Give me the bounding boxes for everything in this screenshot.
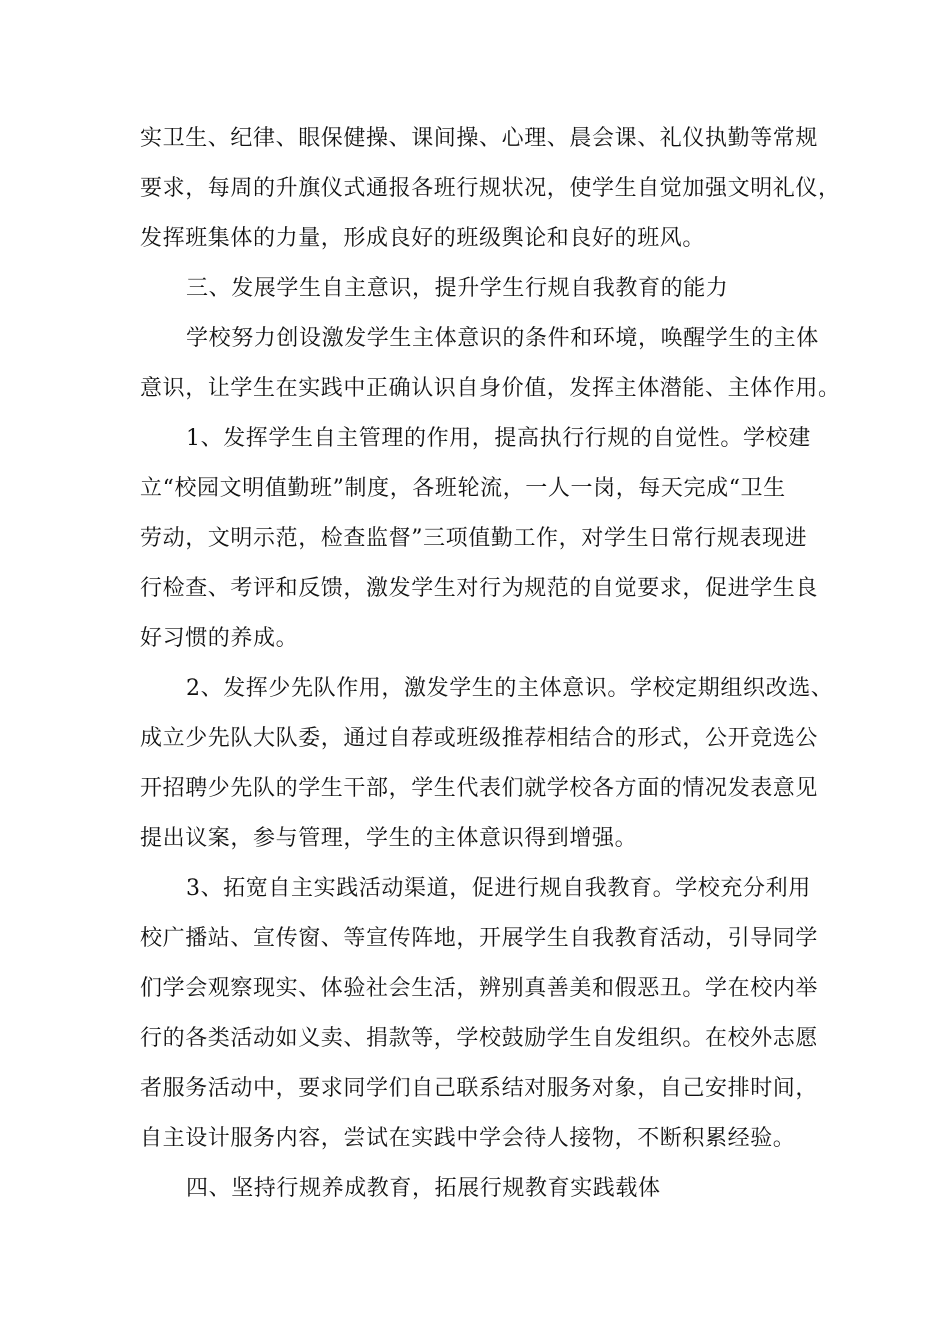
text-line: 行检查、考评和反馈，激发学生对行为规范的自觉要求，促进学生良 (140, 576, 819, 601)
text-line: 要求，每周的升旗仪式通报各班行规状况，使学生自觉加强文明礼仪， (140, 176, 841, 201)
text-line: 学校努力创设激发学生主体意识的条件和环境，唤醒学生的主体 (186, 326, 819, 351)
text-line: 2、发挥少先队作用，激发学生的主体意识。学校定期组织改选、 (186, 676, 834, 701)
text-line: 发挥班集体的力量，形成良好的班级舆论和良好的班风。 (140, 226, 706, 251)
section-heading: 三、发展学生自主意识，提升学生行规自我教育的能力 (186, 276, 729, 301)
text-line: 校广播站、宣传窗、等宣传阵地，开展学生自我教育活动，引导同学 (140, 926, 819, 951)
text-line: 劳动，文明示范，检查监督”三项值勤工作，对学生日常行规表现进 (140, 526, 808, 551)
text-line: 意识，让学生在实践中正确认识自身价值，发挥主体潜能、主体作用。 (140, 376, 841, 401)
section-heading: 四、坚持行规养成教育，拓展行规教育实践载体 (186, 1176, 661, 1201)
text-line: 好习惯的养成。 (140, 626, 299, 651)
text-line: 1、发挥学生自主管理的作用，提高执行行规的自觉性。学校建 (186, 426, 811, 451)
text-line: 自主设计服务内容，尝试在实践中学会待人接物，不断积累经验。 (140, 1126, 796, 1151)
text-line: 开招聘少先队的学生干部，学生代表们就学校各方面的情况发表意见 (140, 776, 819, 801)
text-line: 行的各类活动如义卖、捐款等，学校鼓励学生自发组织。在校外志愿 (140, 1026, 819, 1051)
text-line: 成立少先队大队委，通过自荐或班级推荐相结合的形式，公开竞选公 (140, 726, 819, 751)
text-line: 3、拓宽自主实践活动渠道，促进行规自我教育。学校充分利用 (186, 876, 811, 901)
text-line: 实卫生、纪律、眼保健操、课间操、心理、晨会课、礼仪执勤等常规 (140, 126, 819, 151)
text-line: 立“校园文明值勤班”制度，各班轮流，一人一岗，每天完成“卫生 (140, 476, 786, 501)
text-line: 提出议案，参与管理，学生的主体意识得到增强。 (140, 826, 638, 851)
text-line: 者服务活动中，要求同学们自己联系结对服务对象，自己安排时间， (140, 1076, 819, 1101)
text-line: 们学会观察现实、体验社会生活，辨别真善美和假恶丑。学在校内举 (140, 976, 819, 1001)
